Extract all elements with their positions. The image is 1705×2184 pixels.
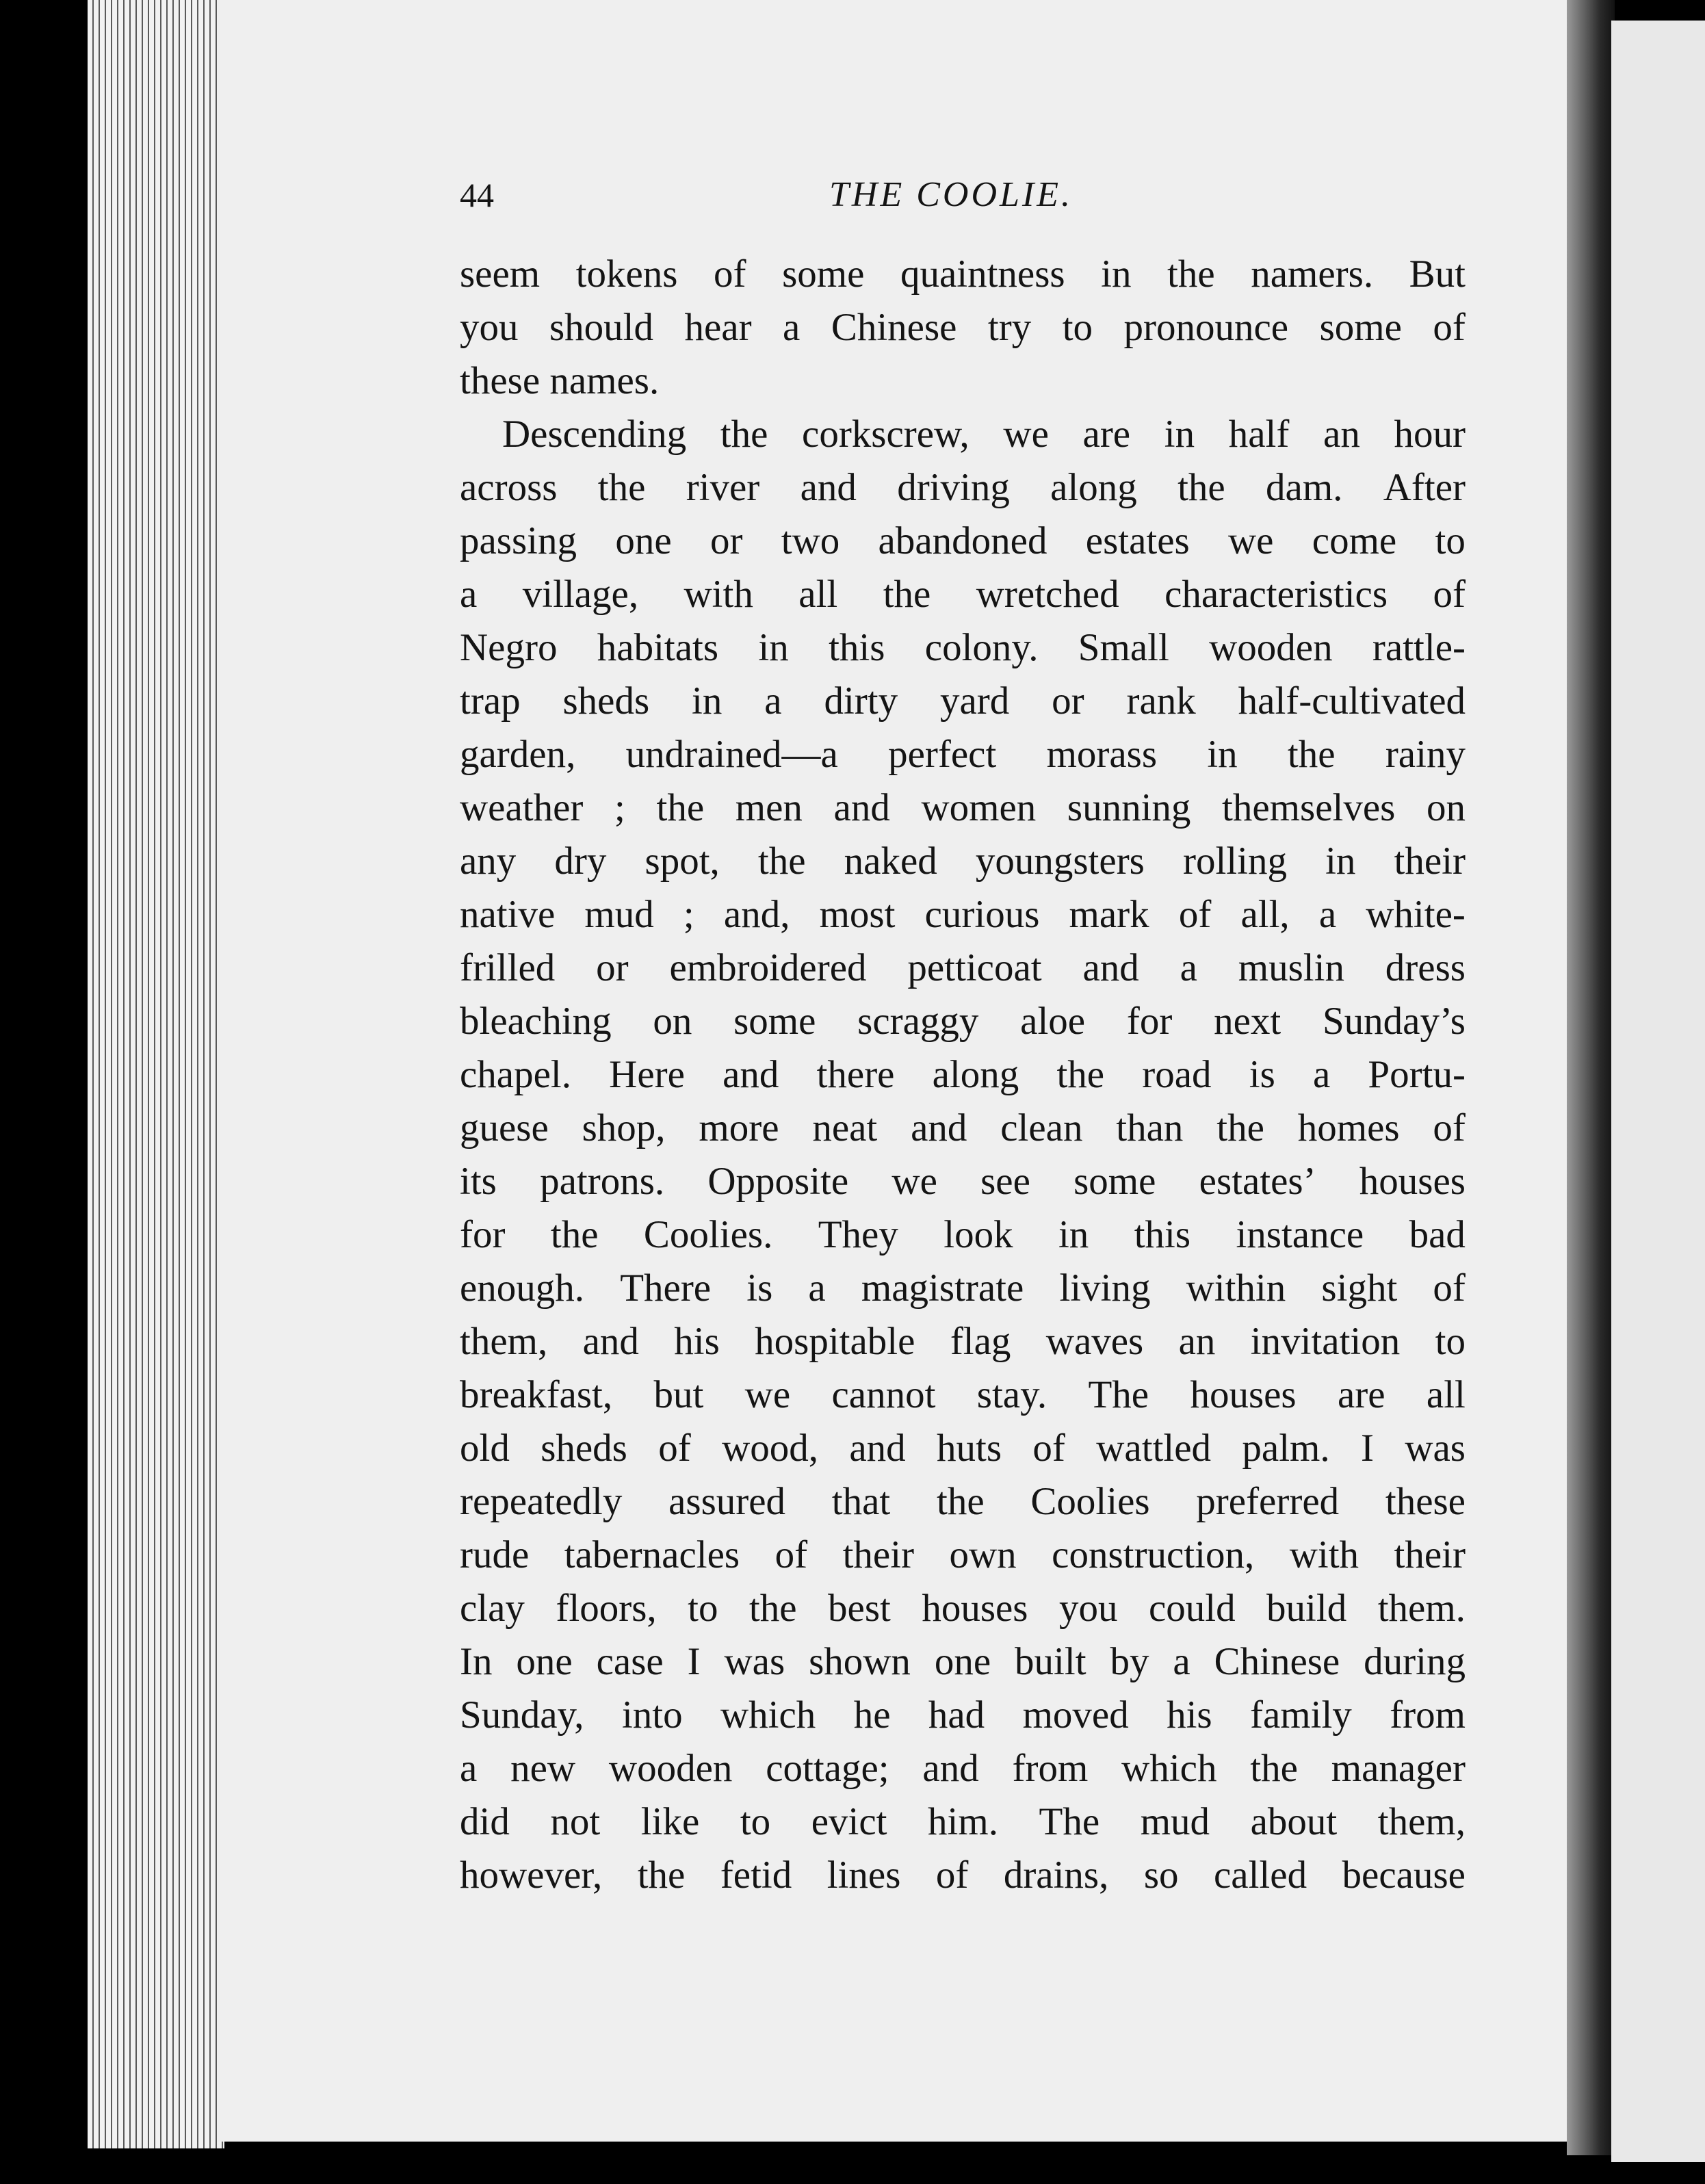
running-title: THE COOLIE. bbox=[829, 175, 1073, 214]
text-line: enough. There is a magistrate living within sight of bbox=[460, 1266, 1466, 1310]
text-line: did not like to evict him. The mud about them, bbox=[460, 1800, 1466, 1843]
text-line: trap sheds in a dirty yard or rank half-cultivated bbox=[460, 679, 1466, 723]
book-page-edges bbox=[88, 0, 224, 2148]
text-line: a new wooden cottage; and from which the manager bbox=[460, 1747, 1466, 1790]
text-line: old sheds of wood, and huts of wattled palm. I was bbox=[460, 1427, 1466, 1470]
text-line: weather ; the men and women sunning themselves on bbox=[460, 786, 1466, 829]
text-line: chapel. Here and there along the road is a Portu- bbox=[460, 1053, 1466, 1096]
text-line: native mud ; and, most curious mark of all, a white- bbox=[460, 893, 1466, 936]
text-line: rude tabernacles of their own construction, with their bbox=[460, 1533, 1466, 1576]
text-line: breakfast, but we cannot stay. The houses are all bbox=[460, 1373, 1466, 1416]
page-number: 44 bbox=[460, 176, 494, 214]
text-line: however, the fetid lines of drains, so called because bbox=[460, 1854, 1466, 1897]
text-line: you should hear a Chinese try to pronounce some of bbox=[460, 306, 1466, 349]
text-line: clay floors, to the best houses you could build them. bbox=[460, 1587, 1466, 1630]
text-line: across the river and driving along the dam. After bbox=[460, 466, 1466, 509]
running-head bbox=[460, 164, 1466, 226]
text-line: Descending the corkscrew, we are in half an hour bbox=[502, 413, 1466, 456]
text-line: Negro habitats in this colony. Small wooden rattle- bbox=[460, 626, 1466, 669]
text-line: repeatedly assured that the Coolies preferred these bbox=[460, 1480, 1466, 1523]
text-line: bleaching on some scraggy aloe for next Sunday’s bbox=[460, 1000, 1466, 1043]
facing-page-edge bbox=[1611, 21, 1705, 2162]
text-line: garden, undrained—a perfect morass in the rainy bbox=[460, 733, 1466, 776]
text-line: passing one or two abandoned estates we come to bbox=[460, 519, 1466, 562]
text-line: guese shop, more neat and clean than the homes of bbox=[460, 1106, 1466, 1149]
text-line: seem tokens of some quaintness in the namers. But bbox=[460, 252, 1466, 296]
book-gutter-shadow bbox=[1567, 0, 1615, 2155]
text-line: frilled or embroidered petticoat and a muslin dress bbox=[460, 946, 1466, 989]
body-text bbox=[460, 248, 1466, 1902]
text-line: any dry spot, the naked youngsters rolling in their bbox=[460, 840, 1466, 883]
text-line: a village, with all the wretched characteristics of bbox=[460, 573, 1466, 616]
text-line: In one case I was shown one built by a Chinese during bbox=[460, 1640, 1466, 1683]
text-line: these names. bbox=[460, 359, 660, 402]
text-line: them, and his hospitable flag waves an invitation to bbox=[460, 1320, 1466, 1363]
text-line: Sunday, into which he had moved his family from bbox=[460, 1693, 1466, 1737]
text-line: its patrons. Opposite we see some estates’ houses bbox=[460, 1160, 1466, 1203]
text-line: for the Coolies. They look in this instance bad bbox=[460, 1213, 1466, 1256]
